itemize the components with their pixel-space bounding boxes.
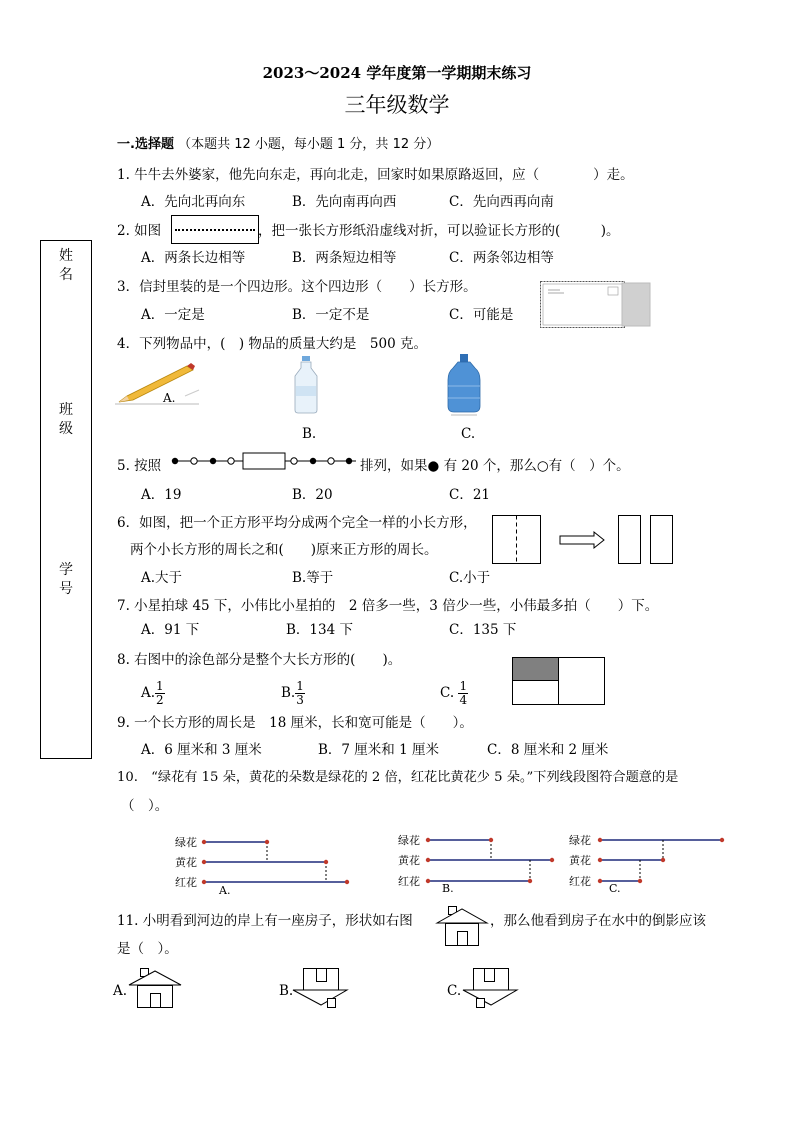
q1-option-b[interactable]: B．先向南再向西 [292, 194, 397, 210]
house-option-c-icon [462, 967, 518, 1009]
q11-line2: 是（ ）。 [117, 941, 178, 957]
house-figure [436, 905, 488, 947]
fraction-one-half [155, 680, 165, 707]
q8-rectangle-figure [512, 657, 605, 705]
q6-line2: 两个小长方形的周长之和( )原来正方形的周长。 [130, 542, 438, 558]
segment-diagram-a [200, 836, 352, 888]
q5-option-a[interactable]: A．19 [141, 487, 182, 503]
q5-option-c[interactable]: C．21 [449, 487, 491, 503]
q2-pre: 2. 如图 [117, 223, 162, 239]
q10-option-a[interactable]: A. [219, 884, 231, 897]
envelope-figure [540, 281, 652, 329]
q10c-red-label: 红花 [569, 875, 591, 888]
q8-option-b-label: B. [281, 685, 296, 701]
student-id-label-text: 学号 [59, 562, 73, 597]
subject-title: 三年级数学 [344, 93, 450, 117]
q2-rectangle-figure [171, 215, 259, 244]
water-jug-icon [447, 354, 481, 416]
q10b-red-label: 红花 [398, 875, 420, 888]
q2-post: ，把一张长方形纸沿虚线对折，可以验证长方形的( )。 [258, 223, 620, 239]
q5-pre: 5. 按照 [117, 458, 162, 474]
q8-divider-vertical [558, 658, 559, 704]
class-label [41, 401, 91, 439]
name-label [41, 247, 91, 285]
q10c-green-label: 绿花 [569, 834, 591, 847]
q4-option-b[interactable]: B. [302, 426, 317, 442]
q10-option-b[interactable]: B. [442, 882, 454, 895]
q10-line2: （ ）。 [121, 798, 169, 814]
q8-option-a-label: A. [141, 685, 156, 701]
q8-shaded-part [513, 658, 558, 680]
water-bottle-icon [287, 356, 325, 414]
exam-title: 2023～2024 学年度第一学期期末练习 [262, 64, 532, 82]
pencil-icon [115, 362, 201, 408]
q6-option-c[interactable]: C.小于 [449, 570, 491, 586]
q3-option-a[interactable]: A．一定是 [141, 307, 205, 323]
q10-option-c[interactable]: C. [609, 882, 621, 895]
section-heading [117, 136, 439, 154]
q10b-yellow-label: 黄花 [398, 854, 420, 867]
q7-stem: 7. 小星拍球 45 下，小伟比小星拍的 2 倍多一些，3 倍少一些，小伟最多拍（ ）下。 [117, 598, 659, 614]
q1-option-a[interactable]: A．先向北再向东 [141, 194, 246, 210]
fraction-one-third [295, 680, 305, 707]
fraction-numerator: 1 [296, 679, 304, 693]
house-option-a-icon [128, 967, 182, 1009]
section-note: （本题共 12 小题，每小题 1 分，共 12 分） [178, 137, 440, 152]
q2-fold-line [175, 229, 255, 231]
q10-line1: 10. “绿花有 15 朵，黄花的朵数是绿花的 2 倍，红花比黄花少 5 朵。”下列线段图符合题意的是 [117, 770, 679, 785]
student-id-label [41, 561, 91, 599]
q8-option-a[interactable] [141, 673, 165, 713]
q2-option-b[interactable]: B．两条短边相等 [292, 250, 397, 266]
q5-option-b[interactable]: B．20 [292, 487, 333, 503]
q8-option-c[interactable] [440, 673, 468, 713]
student-info-box [40, 240, 92, 759]
name-label-text: 姓名 [59, 248, 73, 283]
q11-line1-post: ，那么他看到房子在水中的倒影应该 [490, 913, 706, 929]
q11-option-c-label[interactable]: C. [447, 983, 462, 999]
q1-option-c[interactable]: C．先向西再向南 [449, 194, 554, 210]
q2-option-c[interactable]: C．两条邻边相等 [449, 250, 554, 266]
q10a-green-label: 绿花 [175, 836, 197, 849]
square-split-figure [490, 514, 680, 566]
q6-option-b[interactable]: B.等于 [292, 570, 334, 586]
q3-stem: 3．信封里装的是一个四边形。这个四边形（ ）长方形。 [117, 279, 477, 295]
section-heading-text: 一.选择题 [117, 137, 174, 152]
fraction-denominator: 3 [296, 693, 304, 707]
q8-option-c-label: C. [440, 685, 455, 701]
q4-option-c[interactable]: C. [461, 426, 476, 442]
q9-option-c[interactable]: C．8 厘米和 2 厘米 [487, 742, 609, 758]
segment-diagram-b [424, 834, 558, 886]
house-option-b-icon [292, 967, 348, 1009]
q10a-yellow-label: 黄花 [175, 856, 197, 869]
q11-line1-pre: 11. 小明看到河边的岸上有一座房子，形状如右图 [117, 913, 413, 929]
q7-option-c[interactable]: C．135 下 [449, 622, 517, 638]
q7-option-a[interactable]: A．91 下 [141, 622, 200, 638]
q11-option-b-label[interactable]: B. [279, 983, 294, 999]
q10c-yellow-label: 黄花 [569, 854, 591, 867]
q6-option-a[interactable]: A.大于 [141, 570, 183, 586]
q3-option-b[interactable]: B．一定不是 [292, 307, 370, 323]
q9-stem: 9. 一个长方形的周长是 18 厘米，长和宽可能是（ ）。 [117, 715, 473, 731]
fraction-one-quarter [458, 680, 468, 707]
q10a-red-label: 红花 [175, 876, 197, 889]
q9-option-a[interactable]: A．6 厘米和 3 厘米 [141, 742, 262, 758]
fraction-numerator: 1 [156, 679, 164, 693]
fraction-denominator: 2 [156, 693, 164, 707]
q8-stem: 8. 右图中的涂色部分是整个大长方形的( )。 [117, 652, 402, 668]
bead-sequence-figure [170, 452, 358, 470]
q8-option-b[interactable] [281, 673, 305, 713]
segment-diagram-c [596, 834, 728, 886]
q2-option-a[interactable]: A．两条长边相等 [141, 250, 246, 266]
q4-option-a[interactable]: A. [163, 391, 176, 405]
q5-post: 排列，如果● 有 20 个，那么○有（ ）个。 [360, 458, 630, 474]
q6-line1: 6．如图，把一个正方形平均分成两个完全一样的小长方形， [117, 515, 477, 531]
q1-stem: 1. 牛牛去外婆家，他先向东走，再向北走，回家时如果原路返回，应（ ）走。 [117, 167, 634, 183]
fraction-numerator: 1 [459, 679, 468, 693]
q11-option-a-label[interactable]: A. [113, 983, 128, 999]
q7-option-b[interactable]: B．134 下 [286, 622, 353, 638]
q9-option-b[interactable]: B．7 厘米和 1 厘米 [318, 742, 439, 758]
q10b-green-label: 绿花 [398, 834, 420, 847]
fraction-denominator: 4 [459, 693, 468, 707]
q8-divider-horizontal [513, 680, 558, 681]
q3-option-c[interactable]: C．可能是 [449, 307, 514, 323]
class-label-text: 班级 [59, 402, 73, 437]
q4-stem: 4．下列物品中，( ) 物品的质量大约是 500 克。 [117, 336, 427, 352]
